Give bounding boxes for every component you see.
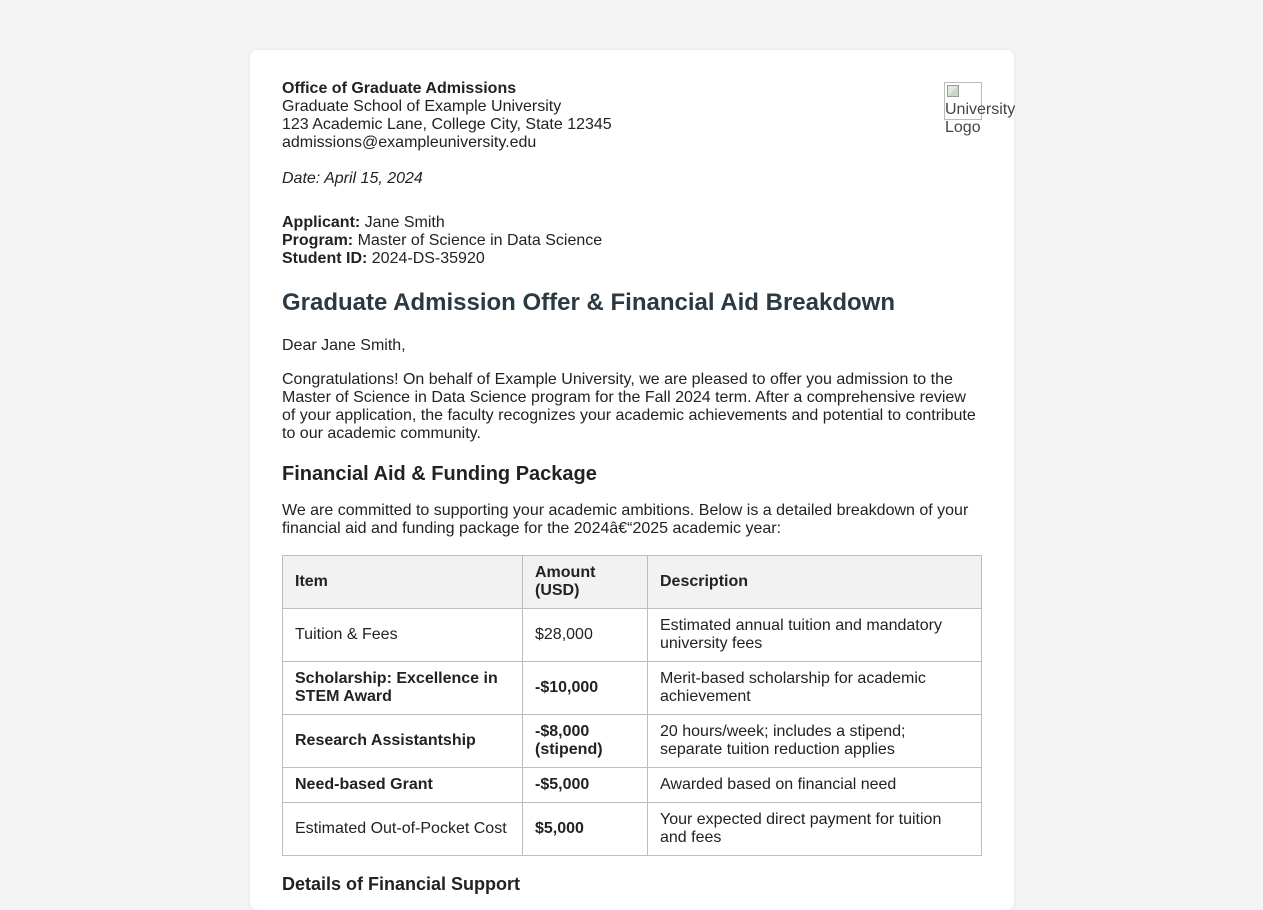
row-description: 20 hours/week; includes a stipend; separate tuition reduction applies (648, 715, 982, 768)
row-item: Tuition & Fees (283, 609, 523, 662)
intro-paragraph: Congratulations! On behalf of Example University, we are pleased to offer you admission to the Master of Science in Data Science program for the Fall 2024 term. After a comprehensive review of your application, the faculty recognizes your academic achievements and potential to contribute to our academic community. (282, 371, 976, 442)
financial-heading: Financial Aid & Funding Package (282, 463, 597, 485)
applicant-name: Jane Smith (364, 214, 445, 231)
program-name: Master of Science in Data Science (357, 232, 603, 249)
row-description: Estimated annual tuition and mandatory university fees (648, 609, 982, 662)
row-item: Need-based Grant (283, 768, 523, 803)
table-row (283, 609, 982, 662)
row-amount: -$8,000 (stipend) (523, 715, 648, 768)
row-description: Your expected direct payment for tuition and fees (648, 803, 982, 856)
sender-email: admissions@exampleuniversity.edu (282, 134, 537, 151)
student-id-label: Student ID: (282, 250, 368, 267)
financial-intro: We are committed to supporting your academic ambitions. Below is a detailed breakdown of your financial aid and funding package for the 2024â€“2025 academic year: (282, 502, 969, 537)
program-label: Program: (282, 232, 354, 249)
column-header-description: Description (648, 556, 982, 609)
logo-alt-text: University Logo (945, 101, 1016, 136)
row-amount: $28,000 (523, 609, 648, 662)
row-item: Research Assistantship (283, 715, 523, 768)
table-header-row (283, 556, 982, 609)
applicant-label: Applicant: (282, 214, 361, 231)
row-description: Awarded based on financial need (648, 768, 982, 803)
sender-school: Graduate School of Example University (282, 98, 562, 115)
column-header-item: Item (283, 556, 523, 609)
row-item: Estimated Out-of-Pocket Cost (283, 803, 523, 856)
row-amount: -$10,000 (523, 662, 648, 715)
letter-body (282, 80, 982, 895)
details-heading: Details of Financial Support (282, 874, 521, 894)
financial-table (282, 555, 982, 856)
table-row (283, 768, 982, 803)
row-item: Scholarship: Excellence in STEM Award (283, 662, 523, 715)
column-header-amount: Amount (USD) (523, 556, 648, 609)
sender-address: 123 Academic Lane, College City, State 12345 (282, 116, 612, 133)
table-row (283, 803, 982, 856)
sender-office: Office of Graduate Admissions (282, 80, 517, 97)
sender-block (282, 80, 982, 152)
letter-date: Date: April 15, 2024 (282, 170, 423, 187)
applicant-block (282, 214, 982, 268)
letter-card (250, 50, 1014, 910)
table-row (283, 662, 982, 715)
student-id-value: 2024-DS-35920 (371, 250, 485, 267)
row-amount: -$5,000 (523, 768, 648, 803)
letter-title: Graduate Admission Offer & Financial Aid Breakdown (282, 289, 895, 316)
salutation: Dear Jane Smith, (282, 337, 406, 354)
row-description: Merit-based scholarship for academic achievement (648, 662, 982, 715)
table-row (283, 715, 982, 768)
row-amount: $5,000 (523, 803, 648, 856)
